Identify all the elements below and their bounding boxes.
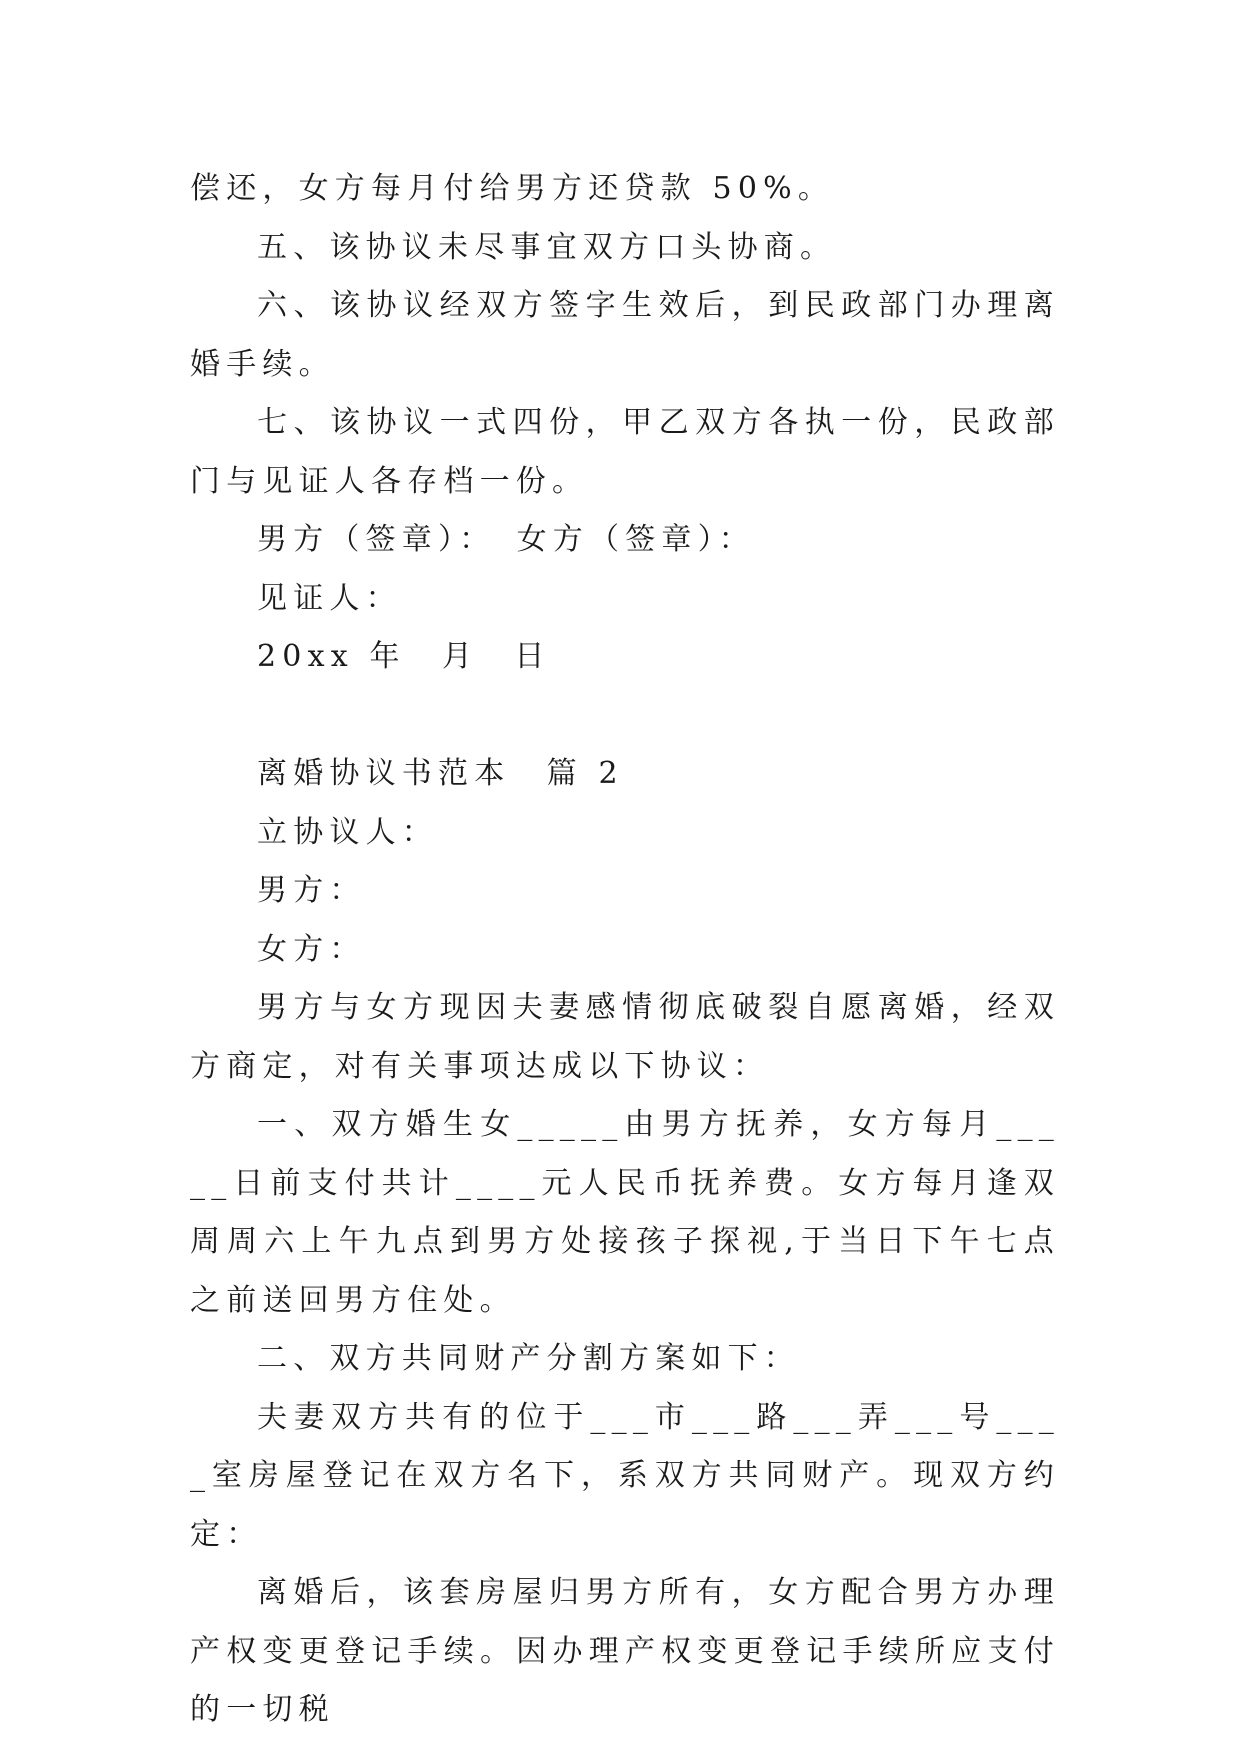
paragraph-clause-5: 五、该协议未尽事宜双方口头协商。 bbox=[257, 229, 837, 265]
signature-line: 男方（签章）： 女方（签章）： bbox=[257, 522, 755, 557]
document-body bbox=[190, 160, 1060, 1740]
paragraph-preamble: 男方与女方现因夫妻感情彻底破裂自愿离婚，经双方商定，对有关事项达成以下协议： bbox=[190, 990, 1060, 1084]
paragraph-property: 夫妻双方共有的位于___市___路___弄___号____室房屋登记在双方名下，系双方共同财产。现双方约定： bbox=[190, 1399, 1060, 1552]
parties-label: 立协议人： bbox=[257, 814, 438, 850]
male-party-label: 男方： bbox=[257, 873, 366, 908]
date-line: 20xx 年 月 日 bbox=[257, 639, 551, 674]
paragraph-clause-2: 二、双方共同财产分割方案如下： bbox=[257, 1341, 800, 1376]
female-party-label: 女方： bbox=[257, 931, 366, 967]
paragraph-clause-6: 六、该协议经双方签字生效后，到民政部门办理离婚手续。 bbox=[190, 288, 1060, 382]
paragraph-after-divorce: 离婚后，该套房屋归男方所有，女方配合男方办理产权变更登记手续。因办理产权变更登记手续所应支付的一切税 bbox=[190, 1575, 1060, 1727]
witness-line: 见证人： bbox=[257, 580, 402, 616]
section-title: 离婚协议书范本 篇 2 bbox=[257, 756, 624, 791]
section-gap bbox=[190, 687, 1060, 746]
paragraph-clause-7: 七、该协议一式四份，甲乙双方各执一份，民政部门与见证人各存档一份。 bbox=[190, 405, 1060, 499]
paragraph-clause-1: 一、双方婚生女_____由男方抚养，女方每月_____日前支付共计____元人民币抚养费。女方每月逢双周周六上午九点到男方处接孩子探视,于当日下午七点之前送回男方住处。 bbox=[190, 1107, 1060, 1318]
paragraph-repayment: 偿还，女方每月付给男方还贷款 50%。 bbox=[190, 171, 835, 206]
